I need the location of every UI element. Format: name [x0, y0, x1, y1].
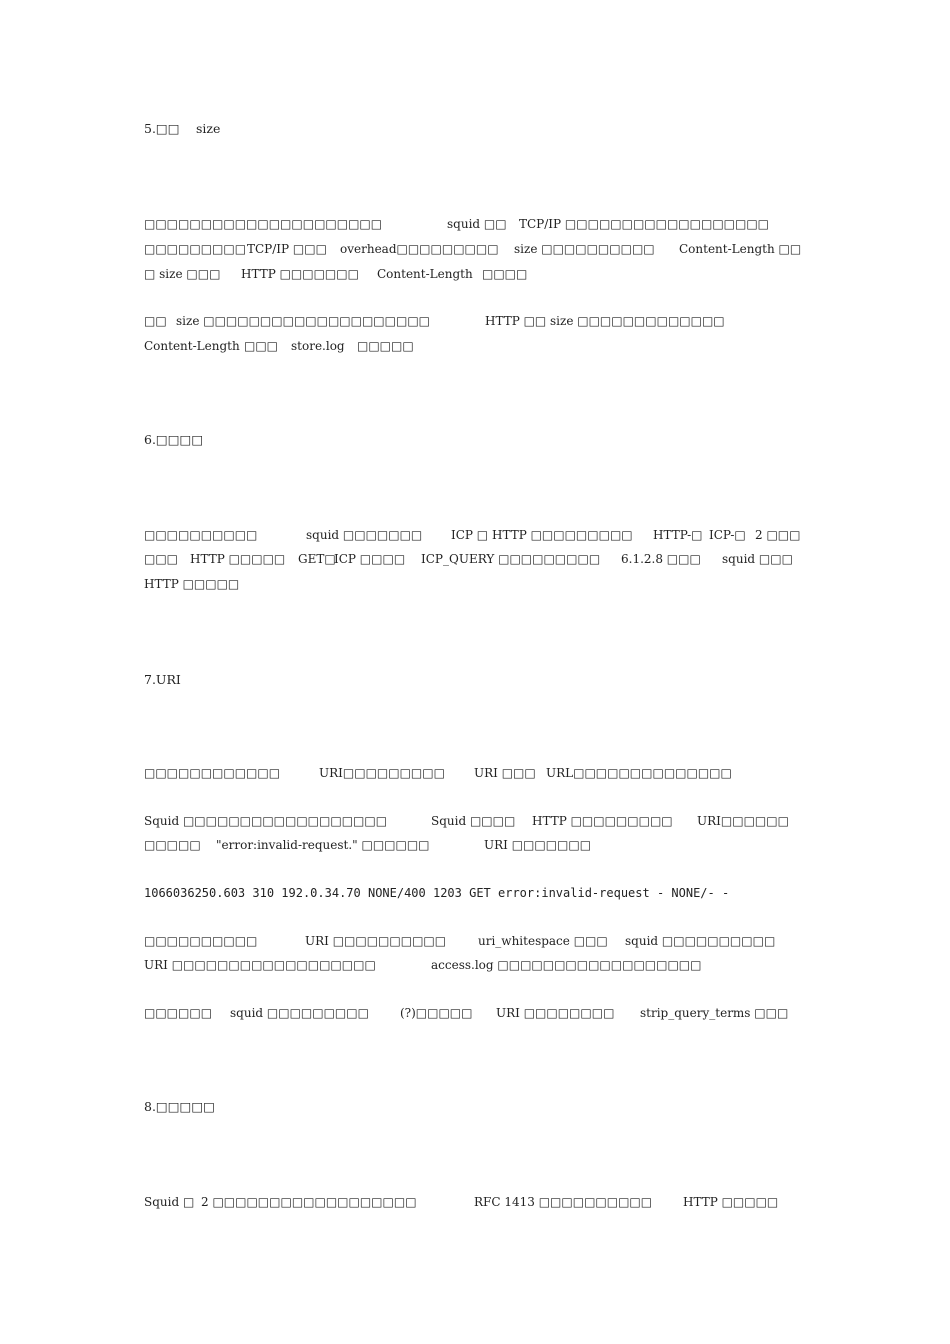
text-segment: Content-Length [377, 267, 473, 281]
text-segment: HTTP □□□□□ [190, 552, 286, 566]
text-segment: HTTP □□□□□□□ [241, 267, 359, 281]
text-segment: size □□□□□□□□□□□□□ [550, 314, 725, 328]
text-segment: Squid □ [144, 1195, 195, 1209]
text-segment: □□□ [144, 552, 179, 566]
text-segment: "error:invalid-request." □□□□□□ [216, 838, 430, 852]
text-segment: size □□□□□□□□□□□□□□□□□□□□ [176, 314, 430, 328]
text-segment: size □□□□□□□□□□ [514, 242, 655, 256]
text-segment: ICP-□ [709, 528, 746, 542]
text-segment: (?)□□□□□ [400, 1006, 473, 1020]
text-segment: GET□ [298, 552, 336, 566]
text-segment: □□□□□□□□□ [144, 242, 247, 256]
text-segment: 6.1.2.8 □□□ [621, 552, 701, 566]
text-segment: □□□□□□□□□□ [144, 528, 258, 542]
text-segment: □□□□ [482, 267, 528, 281]
text-segment: squid □□□ [722, 552, 793, 566]
text-segment: HTTP □□□□□□□□□ [532, 814, 673, 828]
text-segment: URI □□□□□□□□□□ [305, 934, 447, 948]
text-segment: store.log [291, 339, 345, 353]
text-segment: RFC 1413 □□□□□□□□□□ [474, 1195, 653, 1209]
section-7-heading: 7.URI [144, 672, 181, 687]
text-segment: URL□□□□□□□□□□□□□□ [546, 766, 732, 780]
text-segment: squid □□□□□□□ [306, 528, 423, 542]
text-segment: 2 □□□ [755, 528, 801, 542]
text-segment: ICP_QUERY □□□□□□□□□ [421, 552, 601, 566]
text-segment: □□□□□ [144, 838, 201, 852]
log-line-example: 1066036250.603 310 192.0.34.70 NONE/400 1203 GET error:invalid-request - NONE/- - [144, 886, 730, 900]
text-segment: HTTP □□□□□ [144, 577, 240, 591]
text-segment: URI □□□□□□□□□□□□□□□□□□ [144, 958, 376, 972]
text-segment: TCP/IP □□□□□□□□□□□□□□□□□□ [519, 217, 770, 231]
text-segment: URI□□□□□□ [697, 814, 789, 828]
text-segment: URI□□□□□□□□□ [319, 766, 445, 780]
text-segment: squid □□ [447, 217, 507, 231]
text-segment: TCP/IP □□□ [247, 242, 327, 256]
section-8-heading: 8.□□□□□ [144, 1099, 215, 1114]
text-segment: Content-Length [144, 339, 240, 353]
text-segment: □□□□□□ [144, 1006, 213, 1020]
text-segment: □□ [144, 314, 167, 328]
text-segment: HTTP □□□□□ [683, 1195, 779, 1209]
text-segment: Squid □□□□□□□□□□□□□□□□□□ [144, 814, 388, 828]
text-segment: Content-Length □□ [679, 242, 802, 256]
text-segment: squid □□□□□□□□□ [230, 1006, 369, 1020]
text-segment: □□□□□□□□□□□□□□□□□□□□□ [144, 217, 383, 231]
text-segment: □□□□□ [357, 339, 414, 353]
text-segment: access.log □□□□□□□□□□□□□□□□□□ [431, 958, 702, 972]
section-5-heading: 5.□□ size [144, 121, 221, 136]
text-segment: HTTP □□ [485, 314, 547, 328]
text-segment: uri_whitespace □□□ [478, 934, 608, 948]
section-6-heading: 6.□□□□ [144, 432, 204, 447]
text-segment: □ size □□□ [144, 267, 221, 281]
text-segment: ICP □□□□ [334, 552, 406, 566]
text-segment: 2 □□□□□□□□□□□□□□□□□□ [201, 1195, 417, 1209]
text-segment: overhead□□□□□□□□□ [340, 242, 499, 256]
text-segment: ICP □ [451, 528, 489, 542]
text-segment: URI □□□□□□□ [484, 838, 592, 852]
text-segment: URI □□□ [474, 766, 536, 780]
text-segment: □□□□□□□□□□□□ [144, 766, 281, 780]
text-segment: HTTP □□□□□□□□□ [492, 528, 633, 542]
text-segment: strip_query_terms □□□ [640, 1006, 789, 1020]
text-segment: □□□ [244, 339, 279, 353]
text-segment: □□□□□□□□□□ [144, 934, 258, 948]
text-segment: URI □□□□□□□□ [496, 1006, 615, 1020]
text-segment: Squid □□□□ [431, 814, 516, 828]
text-segment: squid □□□□□□□□□□ [625, 934, 776, 948]
text-segment: HTTP-□ [653, 528, 703, 542]
